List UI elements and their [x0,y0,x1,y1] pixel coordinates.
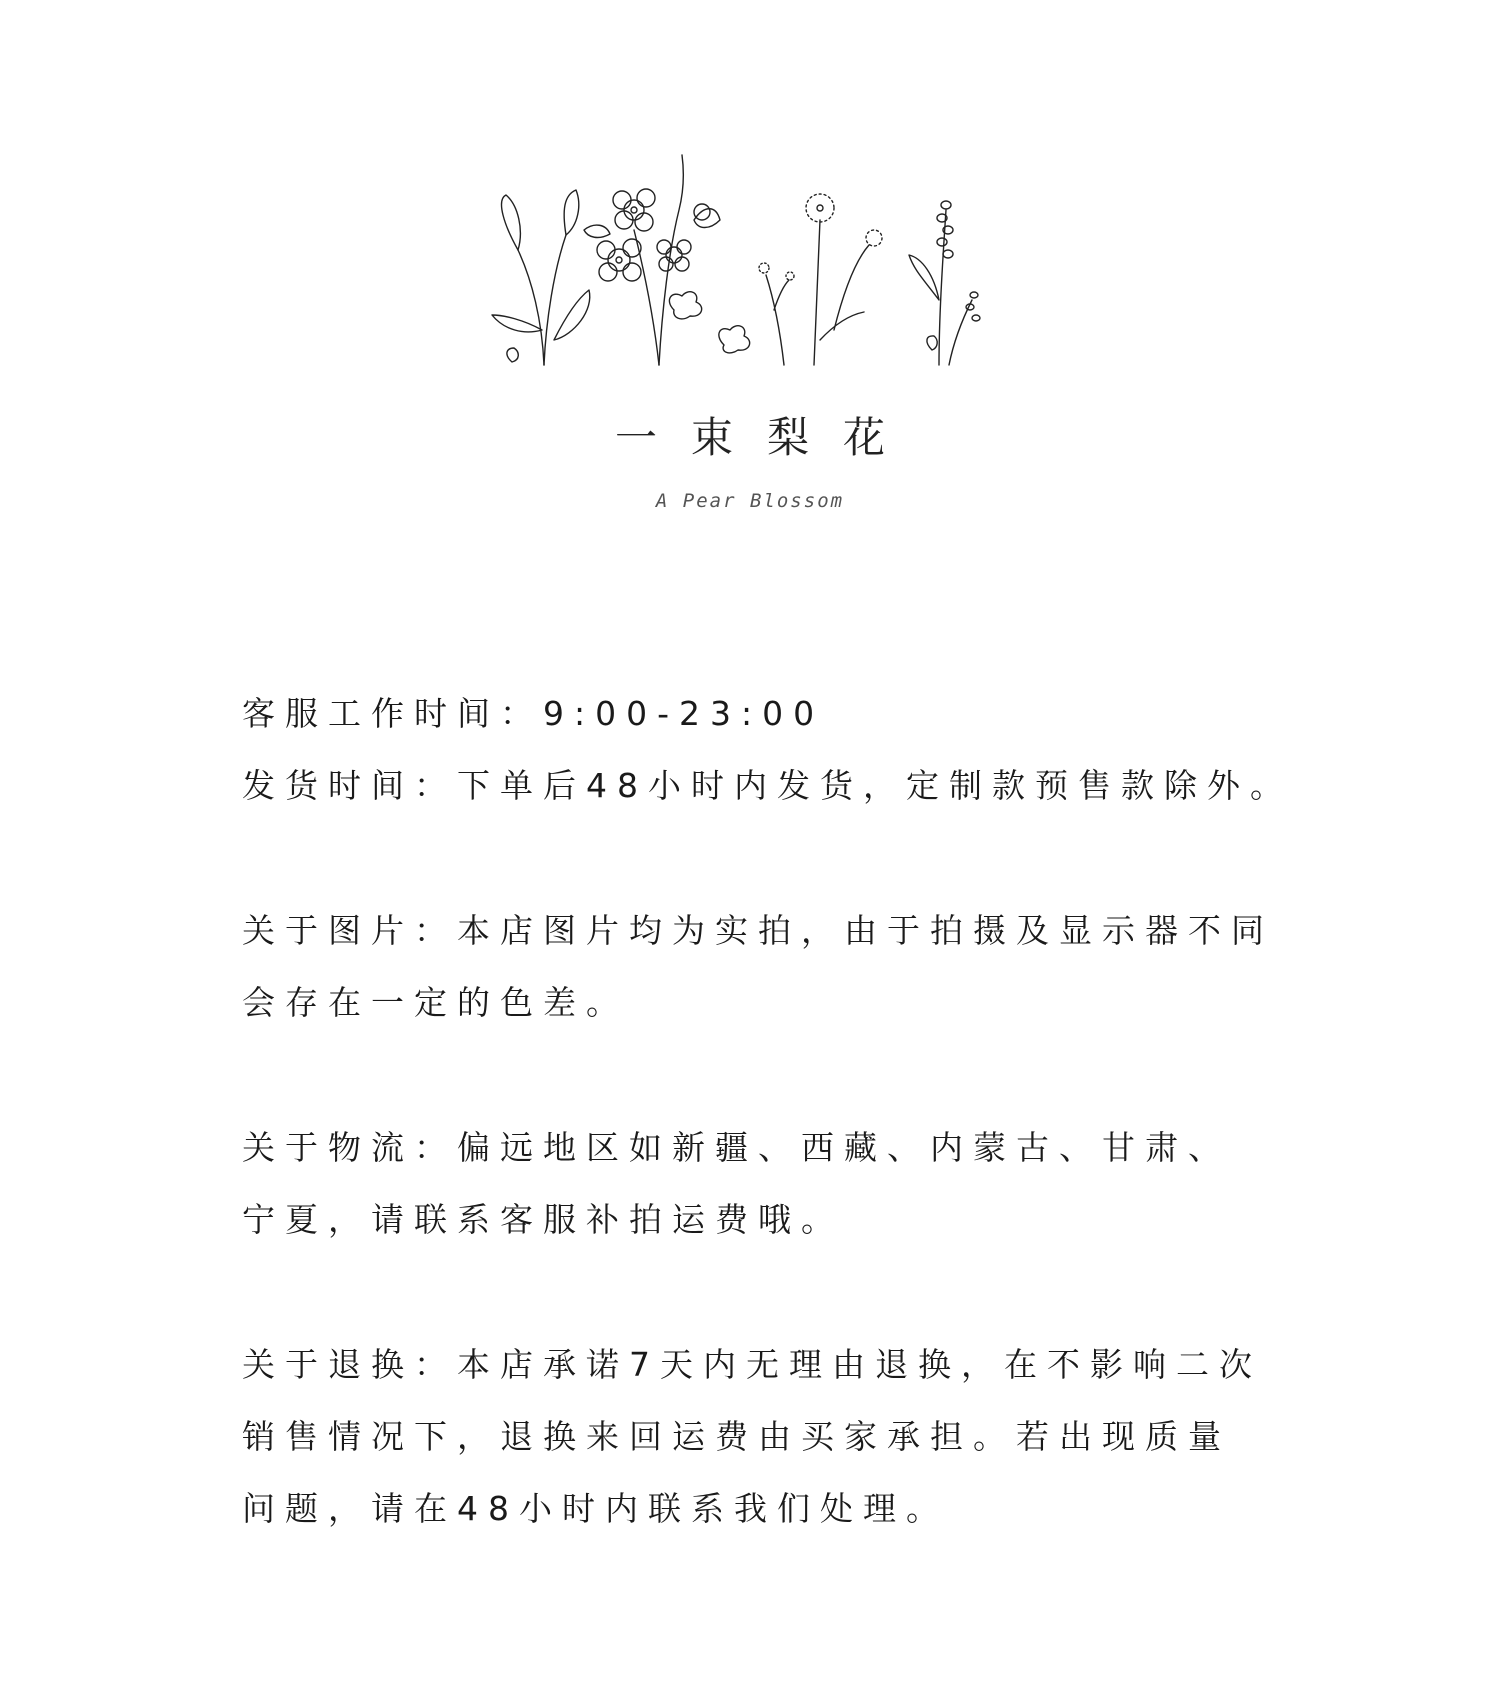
notice-logistics [242,1112,1282,1256]
notice-line: 发货时间：下单后48小时内发货，定制款预售款除外。 [242,766,1293,805]
brand-title: 一束梨花 [614,413,919,462]
notice-line: 关于退换：本店承诺7天内无理由退换，在不影响二次 [242,1345,1262,1384]
brand-header [0,0,1500,560]
notice-line: 客服工作时间：9:00-23:00 [242,694,825,733]
notice-line: 销售情况下，退换来回运费由买家承担。若出现质量 [242,1417,1231,1456]
notice-line: 问题，请在48小时内联系我们处理。 [242,1489,949,1528]
brand-subtitle: A Pear Blossom [655,490,845,512]
notice-line: 宁夏，请联系客服补拍运费哦。 [242,1200,844,1239]
notice-line: 会存在一定的色差。 [242,983,629,1022]
store-notices [242,678,1293,1618]
notice-service-hours [242,678,1293,822]
notice-returns [242,1329,1282,1545]
wildflowers-illustration-icon [484,150,1024,370]
notice-photos [242,895,1282,1039]
notice-line: 关于图片：本店图片均为实拍，由于拍摄及显示器不同 [242,911,1274,950]
notice-line: 关于物流：偏远地区如新疆、西藏、内蒙古、甘肃、 [242,1128,1231,1167]
